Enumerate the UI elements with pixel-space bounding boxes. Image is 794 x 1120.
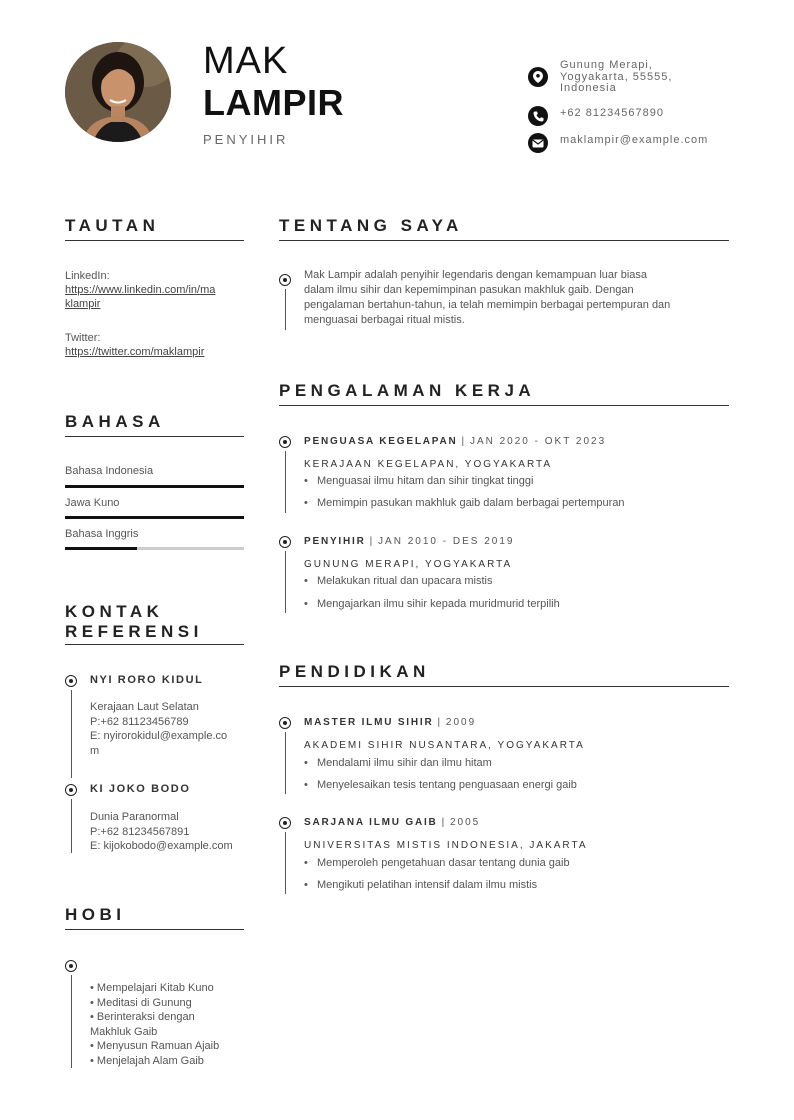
job-bullet: • Memimpin pasukan makhluk gaib dalam berbagai pertempuran xyxy=(304,497,625,509)
reference-email: E: kijokobodo@example.com xyxy=(90,840,233,852)
references-heading xyxy=(65,602,203,642)
job-bullet-text: Menguasai ilmu hitam dan sihir tingkat tinggi xyxy=(317,475,534,487)
job-date: JAN 2020 - OKT 2023 xyxy=(469,436,607,447)
envelope-icon xyxy=(528,133,548,153)
section-divider xyxy=(279,405,729,406)
about-text xyxy=(304,268,732,328)
timeline-line xyxy=(285,832,286,894)
job-bullet: • Menguasai ilmu hitam dan sihir tingkat tinggi xyxy=(304,475,534,487)
about-heading: TENTANG SAYA xyxy=(279,216,463,235)
twitter-link[interactable]: https://twitter.com/maklampir xyxy=(65,346,205,358)
linkedin-label: LinkedIn: xyxy=(65,270,110,282)
language-name: Bahasa Inggris xyxy=(65,528,139,540)
references-heading-line: KONTAK xyxy=(65,602,164,621)
hobbies-heading: HOBI xyxy=(65,905,126,924)
reference-org: Kerajaan Laut Selatan xyxy=(90,701,199,713)
reference-email: m xyxy=(90,744,100,757)
job-bullet-text: Melakukan ritual dan upacara mistis xyxy=(317,575,493,587)
about-line: menguasai berbagai ritual mistis. xyxy=(304,314,465,326)
about-line: dalam ilmu sihir dan kepemimpinan pasukan makhluk gaib. Dengan xyxy=(304,284,634,296)
timeline-dot xyxy=(279,817,291,829)
reference-phone: P:+62 81234567891 xyxy=(90,825,190,838)
phone-icon xyxy=(528,106,548,126)
education-degree: SARJANA ILMU GAIB xyxy=(304,817,438,828)
education-org: UNIVERSITAS MISTIS INDONESIA, JAKARTA xyxy=(304,840,588,851)
education-date: 2005 xyxy=(449,817,481,828)
section-divider xyxy=(279,240,729,241)
address-line: Gunung Merapi, xyxy=(560,59,653,71)
separator: | xyxy=(461,436,466,447)
timeline-line xyxy=(285,732,286,794)
education-bullet: • Menyelesaikan tesis tentang penguasaan energi gaib xyxy=(304,779,577,791)
timeline-line xyxy=(285,551,286,613)
job-heading xyxy=(304,536,514,547)
language-name: Jawa Kuno xyxy=(65,497,120,509)
references-heading-line: REFERENSI xyxy=(65,622,203,641)
reference-name: NYI RORO KIDUL xyxy=(90,674,204,686)
hobby-item: • Menjelajah Alam Gaib xyxy=(90,1054,204,1067)
phone-text: +62 81234567890 xyxy=(560,107,665,119)
timeline-dot xyxy=(65,784,77,796)
timeline-dot xyxy=(279,436,291,448)
hobby-item: • Meditasi di Gunung xyxy=(90,996,192,1009)
links-heading: TAUTAN xyxy=(65,216,160,235)
education-bullet-text: Mendalami ilmu sihir dan ilmu hitam xyxy=(317,757,492,769)
linkedin-url-line[interactable]: klampir xyxy=(65,298,101,310)
timeline-line xyxy=(71,690,72,778)
job-title: PENYIHIR xyxy=(203,132,289,147)
education-bullet-text: Memperoleh pengetahuan dasar tentang dunia gaib xyxy=(317,857,570,869)
timeline-line xyxy=(285,451,286,513)
language-level-bar xyxy=(65,516,244,519)
job-role: PENGUASA KEGELAPAN xyxy=(304,436,458,447)
language-level-fill xyxy=(65,547,137,550)
section-divider xyxy=(279,686,729,687)
education-bullet: • Memperoleh pengetahuan dasar tentang dunia gaib xyxy=(304,857,570,869)
reference-org: Dunia Paranormal xyxy=(90,811,179,823)
education-org: AKADEMI SIHIR NUSANTARA, YOGYAKARTA xyxy=(304,740,585,751)
separator: | xyxy=(437,717,442,728)
separator: | xyxy=(441,817,446,828)
language-level-fill xyxy=(65,516,244,519)
job-org: GUNUNG MERAPI, YOGYAKARTA xyxy=(304,559,513,570)
hobby-item: • Berinteraksi dengan xyxy=(90,1011,195,1024)
job-bullet-text: Mengajarkan ilmu sihir kepada muridmurid terpilih xyxy=(317,598,560,610)
profile-photo xyxy=(65,42,171,142)
linkedin-link[interactable] xyxy=(65,283,250,311)
job-heading xyxy=(304,436,606,447)
language-name: Bahasa Indonesia xyxy=(65,465,154,477)
hobby-list xyxy=(90,981,250,1069)
timeline-dot xyxy=(279,717,291,729)
map-pin-icon xyxy=(528,67,548,87)
separator: | xyxy=(369,536,375,547)
education-bullet: • Mendalami ilmu sihir dan ilmu hitam xyxy=(304,757,492,769)
language-level-bar xyxy=(65,485,244,488)
experience-heading: PENGALAMAN KERJA xyxy=(279,381,536,400)
timeline-line xyxy=(71,975,72,1068)
job-bullet-text: Memimpin pasukan makhluk gaib dalam berbagai pertempuran xyxy=(317,497,625,509)
section-divider xyxy=(65,929,244,930)
hobby-item: Makhluk Gaib xyxy=(90,1025,158,1038)
education-degree: MASTER ILMU SIHIR xyxy=(304,717,434,728)
contact-phone xyxy=(528,106,664,126)
first-name: MAK xyxy=(203,40,289,82)
timeline-line xyxy=(71,799,72,853)
education-bullet: • Mengikuti pelatihan intensif dalam ilmu mistis xyxy=(304,879,538,891)
reference-name: KI JOKO BODO xyxy=(90,783,191,795)
job-date: JAN 2010 - DES 2019 xyxy=(378,536,515,547)
address-line: Yogyakarta, 55555, xyxy=(560,70,673,83)
language-level-fill xyxy=(65,485,244,488)
section-divider xyxy=(65,644,244,645)
linkedin-url-line[interactable]: https://www.linkedin.com/in/ma xyxy=(65,284,216,296)
languages-heading: BAHASA xyxy=(65,412,165,431)
job-role: PENYIHIR xyxy=(304,536,366,547)
reference-phone: P:+62 81123456789 xyxy=(90,715,189,728)
timeline-dot xyxy=(65,960,77,972)
education-bullet-text: Mengikuti pelatihan intensif dalam ilmu mistis xyxy=(317,879,538,891)
section-divider xyxy=(65,240,244,241)
education-bullet-text: Menyelesaikan tesis tentang penguasaan energi gaib xyxy=(317,779,577,791)
hobby-item: • Menyusun Ramuan Ajaib xyxy=(90,1040,220,1053)
reference-email: E: nyirorokidul@example.co xyxy=(90,730,228,742)
language-level-bar xyxy=(65,547,244,550)
reference-details xyxy=(90,810,260,854)
timeline-dot xyxy=(279,274,291,286)
education-heading: PENDIDIKAN xyxy=(279,662,430,681)
education-heading-row xyxy=(304,817,480,828)
last-name: LAMPIR xyxy=(203,82,344,123)
timeline-dot xyxy=(65,675,77,687)
address-line: Indonesia xyxy=(560,82,617,94)
links-block xyxy=(65,269,250,359)
about-line: Mak Lampir adalah penyihir legendaris dengan kemampuan luar biasa xyxy=(304,269,648,281)
job-bullet: • Mengajarkan ilmu sihir kepada muridmurid terpilih xyxy=(304,598,560,610)
reference-details xyxy=(90,700,250,758)
contact-email xyxy=(528,133,708,153)
job-bullet: • Melakukan ritual dan upacara mistis xyxy=(304,575,493,587)
section-divider xyxy=(65,436,244,437)
about-line: pengalaman bertahun-tahun, ia telah memimpin berbagai pertempuran dan xyxy=(304,299,671,311)
education-date: 2009 xyxy=(445,717,477,728)
job-org: KERAJAAN KEGELAPAN, YOGYAKARTA xyxy=(304,459,553,470)
twitter-label: Twitter: xyxy=(65,332,101,344)
contact-address xyxy=(528,60,672,95)
hobby-item: • Mempelajari Kitab Kuno xyxy=(90,982,214,994)
education-heading-row xyxy=(304,717,476,728)
email-text: maklampir@example.com xyxy=(560,134,709,146)
timeline-dot xyxy=(279,536,291,548)
timeline-line xyxy=(285,289,286,330)
